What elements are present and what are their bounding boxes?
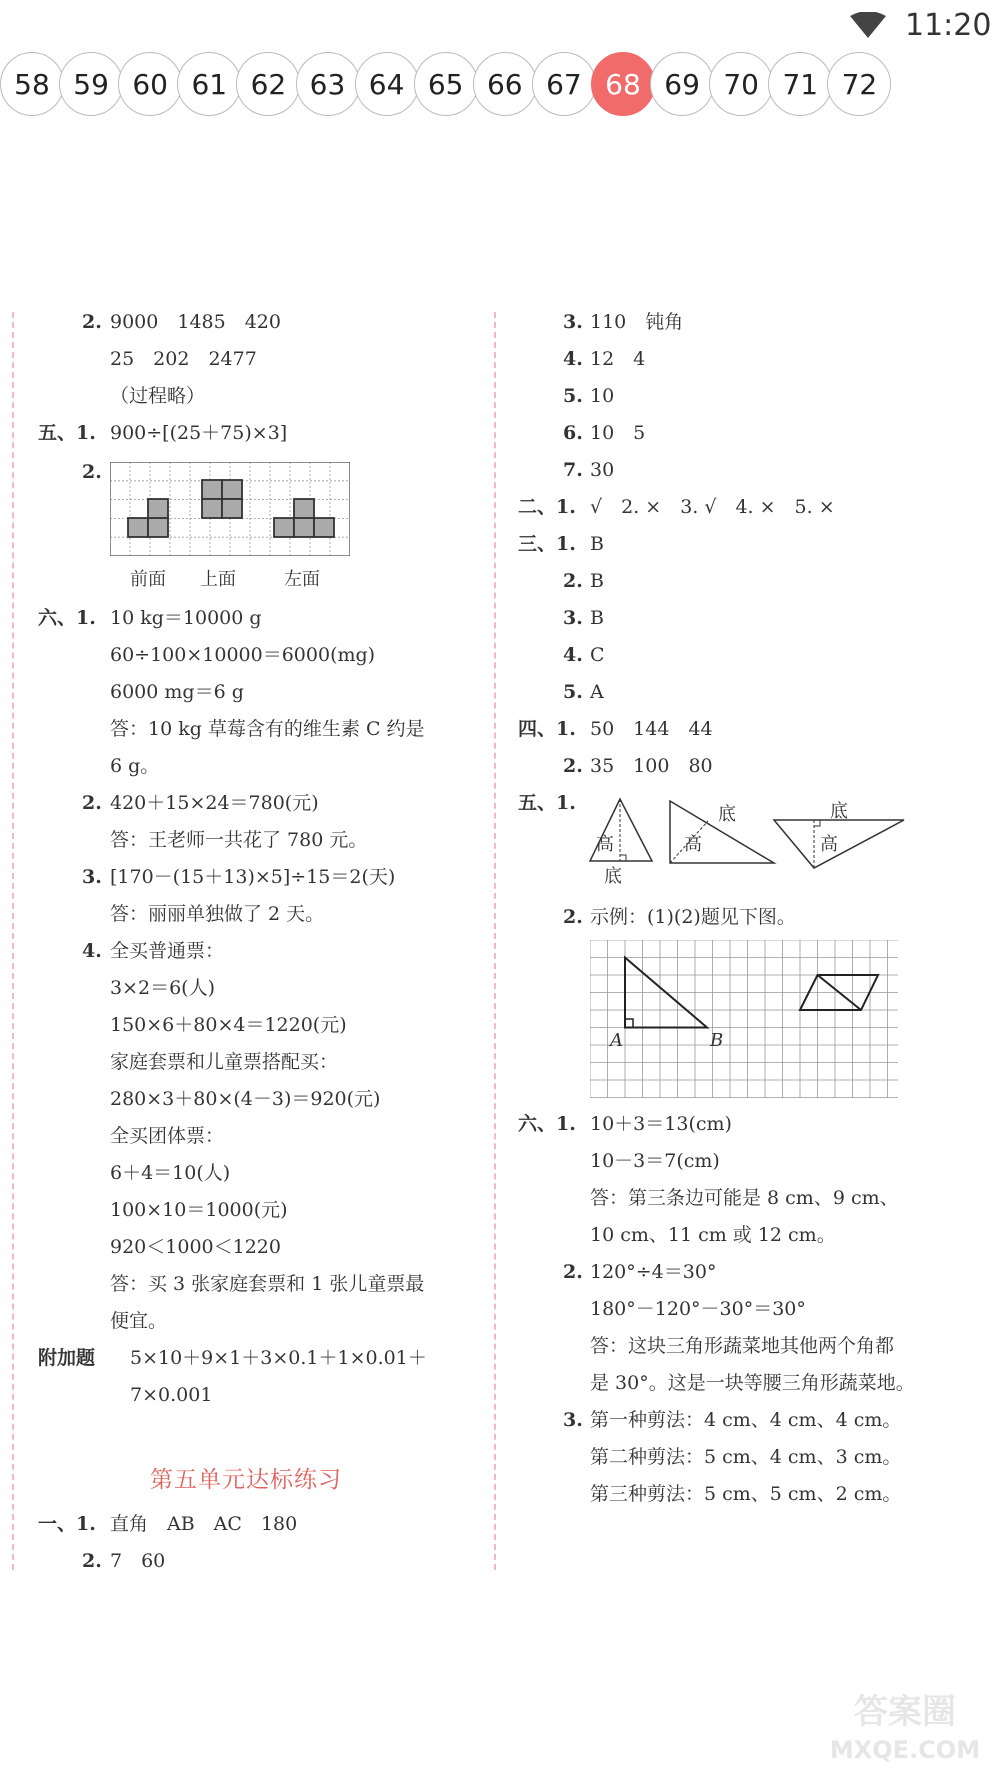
square-grid-figure [590, 940, 898, 1098]
answer-line: B [590, 607, 604, 629]
item-number: 4. [563, 348, 583, 370]
three-views-grid [110, 462, 350, 556]
page-navigation [0, 52, 1000, 122]
page-button-58[interactable]: 58 [0, 52, 64, 116]
answer-line: 6＋4＝10(人) [110, 1162, 231, 1184]
item-number: 3. [82, 866, 102, 888]
section-label-extra: 附加题 [38, 1347, 96, 1369]
answer-line: 3×2＝6(人) [110, 977, 216, 999]
answer-line: A [590, 681, 604, 703]
point-label-b: B [710, 1030, 724, 1051]
answer-line: B [590, 570, 604, 592]
answer-line: 答：这块三角形蔬菜地其他两个角都 [590, 1335, 895, 1357]
answer-line: 便宜。 [110, 1310, 168, 1332]
item-number: 5. [563, 681, 583, 703]
item-number: 7. [563, 459, 583, 481]
status-time: 11:20 [905, 8, 992, 43]
answer-sheet [0, 300, 1000, 1580]
item-number: 6. [563, 422, 583, 444]
answer-line: 110 钝角 [590, 311, 684, 333]
section-label: 四、1. [518, 718, 576, 740]
answer-line: 120°÷4＝30° [590, 1261, 717, 1283]
item-number: 2. [82, 1550, 102, 1572]
answer-line: 10＋3＝13(cm) [590, 1113, 732, 1135]
answer-line: 直角 AB AC 180 [110, 1513, 298, 1535]
answer-line: 家庭套票和儿童票搭配买： [110, 1051, 339, 1073]
answer-line: 答：10 kg 草莓含有的维生素 C 约是 [110, 718, 425, 740]
answer-line: 25 202 2477 [110, 348, 257, 370]
item-number: 2. [563, 906, 583, 928]
answer-line: 50 144 44 [590, 718, 713, 740]
answer-line: 10 5 [590, 422, 646, 444]
answer-line: 12 4 [590, 348, 646, 370]
section-label: 五、1. [38, 422, 96, 444]
item-number: 2. [82, 311, 102, 333]
height-label: 高 [596, 834, 614, 855]
answer-line: 是 30°。这是一块等腰三角形蔬菜地。 [590, 1372, 915, 1394]
answer-line: 180°－120°－30°＝30° [590, 1298, 806, 1320]
answer-line: 第三种剪法：5 cm、5 cm、2 cm。 [590, 1483, 902, 1505]
watermark [820, 1690, 990, 1772]
watermark-domain: MXQE.COM [829, 1736, 981, 1764]
answer-line: 150×6＋80×4＝1220(元) [110, 1014, 347, 1036]
section-label: 二、1. [518, 496, 576, 518]
page-button-59[interactable]: 59 [59, 52, 123, 116]
answer-line: 答：丽丽单独做了 2 天。 [110, 903, 325, 925]
item-number: 2. [563, 755, 583, 777]
unit-title: 第五单元达标练习 [150, 1467, 342, 1493]
page-button-62[interactable]: 62 [236, 52, 300, 116]
page-button-61[interactable]: 61 [177, 52, 241, 116]
answer-line: 答：第三条边可能是 8 cm、9 cm、 [590, 1187, 899, 1209]
answer-line: 答：王老师一共花了 780 元。 [110, 829, 368, 851]
answer-line: 30 [590, 459, 615, 481]
page-button-68[interactable]: 68 [591, 52, 655, 116]
item-number: 2. [563, 570, 583, 592]
answer-line: （过程略） [110, 385, 206, 407]
answer-line: 第二种剪法：5 cm、4 cm、3 cm。 [590, 1446, 902, 1468]
answer-line: 7×0.001 [130, 1384, 213, 1406]
height-label: 高 [684, 834, 702, 855]
wifi-icon [848, 12, 888, 40]
answer-line: 答：买 3 张家庭套票和 1 张儿童票最 [110, 1273, 425, 1295]
answer-line: 60÷100×10000＝6000(mg) [110, 644, 376, 666]
column-divider [494, 312, 496, 1570]
base-label: 底 [830, 801, 848, 822]
answer-line: 900÷[(25＋75)×3] [110, 422, 288, 444]
status-bar [0, 0, 1000, 50]
page-button-71[interactable]: 71 [768, 52, 832, 116]
triangle-figure-3 [772, 816, 906, 872]
answer-line: 100×10＝1000(元) [110, 1199, 288, 1221]
page-button-70[interactable]: 70 [709, 52, 773, 116]
answer-line: √ 2. × 3. √ 4. × 5. × [590, 496, 835, 518]
answer-line: 420＋15×24＝780(元) [110, 792, 319, 814]
answer-line: 5×10＋9×1＋3×0.1＋1×0.01＋ [130, 1347, 427, 1369]
answer-line: 35 100 80 [590, 755, 713, 777]
section-label: 一、1. [38, 1513, 96, 1535]
answer-line: 920＜1000＜1220 [110, 1236, 281, 1258]
section-label: 三、1. [518, 533, 576, 555]
item-number: 3. [563, 311, 583, 333]
page-button-67[interactable]: 67 [532, 52, 596, 116]
answer-line: C [590, 644, 605, 666]
page-button-66[interactable]: 66 [473, 52, 537, 116]
answer-line: 10－3＝7(cm) [590, 1150, 720, 1172]
item-number: 4. [563, 644, 583, 666]
answer-line: B [590, 533, 604, 555]
base-label: 底 [604, 866, 622, 887]
base-label: 底 [718, 804, 736, 825]
watermark-logo-text: 答案圈 [854, 1692, 956, 1732]
section-label: 六、1. [518, 1113, 576, 1135]
item-number: 2. [82, 792, 102, 814]
answer-line: 280×3＋80×(4－3)＝920(元) [110, 1088, 381, 1110]
answer-line: 6000 mg＝6 g [110, 681, 244, 703]
page-button-63[interactable]: 63 [296, 52, 360, 116]
section-label: 六、1. [38, 607, 96, 629]
point-label-a: A [610, 1030, 623, 1051]
answer-line: [170－(15＋13)×5]÷15＝2(天) [110, 866, 396, 888]
page-button-72[interactable]: 72 [827, 52, 891, 116]
answer-line: 6 g。 [110, 755, 160, 777]
height-label: 高 [820, 834, 838, 855]
page-button-64[interactable]: 64 [355, 52, 419, 116]
page-button-60[interactable]: 60 [118, 52, 182, 116]
item-number: 2. [563, 1261, 583, 1283]
answer-line: 全买团体票： [110, 1125, 225, 1147]
item-number: 3. [563, 607, 583, 629]
answer-line: 10 cm、11 cm 或 12 cm。 [590, 1224, 836, 1246]
answer-line: 9000 1485 420 [110, 311, 281, 333]
item-number: 2. [82, 461, 102, 483]
section-label: 五、1. [518, 792, 576, 814]
item-number: 4. [82, 940, 102, 962]
view-label-left: 左面 [284, 569, 320, 590]
page-button-69[interactable]: 69 [650, 52, 714, 116]
left-margin-divider [12, 312, 14, 1570]
answer-line: 10 kg＝10000 g [110, 607, 262, 629]
view-label-top: 上面 [200, 569, 236, 590]
page-button-65[interactable]: 65 [414, 52, 478, 116]
answer-line: 10 [590, 385, 615, 407]
answer-line: 全买普通票： [110, 940, 225, 962]
answer-line: 7 60 [110, 1550, 166, 1572]
answer-line: 第一种剪法：4 cm、4 cm、4 cm。 [590, 1409, 902, 1431]
view-label-front: 前面 [130, 569, 166, 590]
item-number: 3. [563, 1409, 583, 1431]
answer-line: 示例：(1)(2)题见下图。 [590, 906, 796, 928]
item-number: 5. [563, 385, 583, 407]
